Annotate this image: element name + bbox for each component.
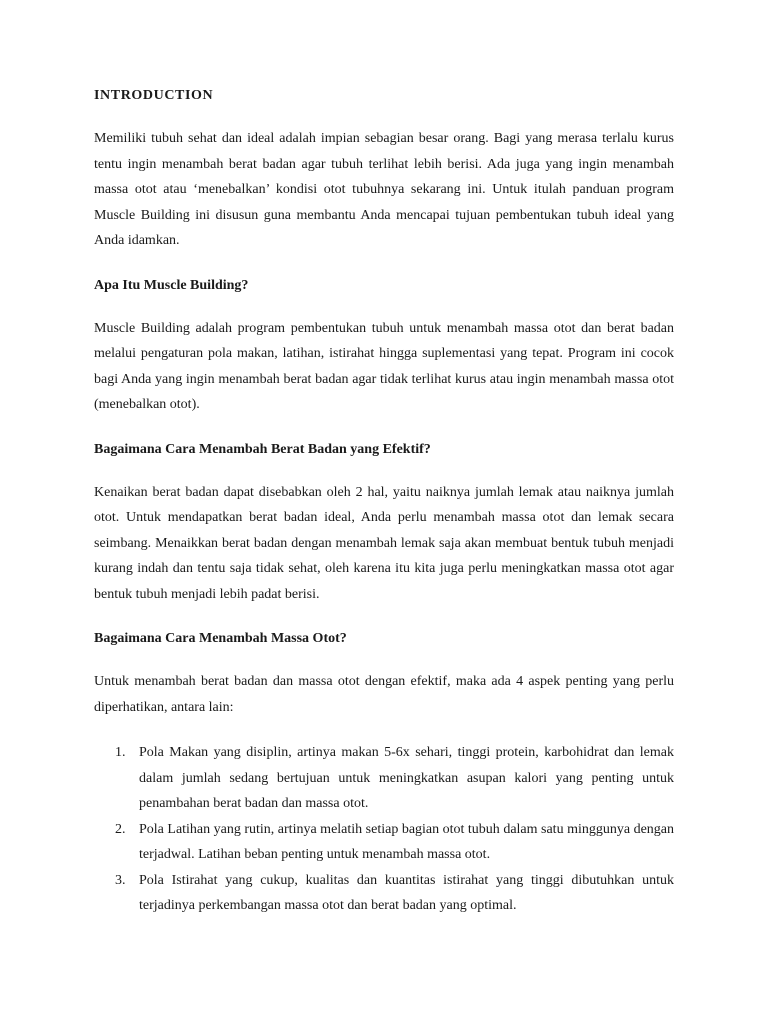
list-item-number: 1.: [115, 745, 126, 760]
section-heading-gain-weight: Bagaimana Cara Menambah Berat Badan yang Efektif?: [94, 441, 431, 457]
list-item: [94, 868, 674, 919]
list-item-text: Pola Makan yang disiplin, artinya makan 5-6x sehari, tinggi protein, karbohidrat dan lemak dalam jumlah sedang bertujuan untuk meningkatkan asupan kalori yang penting untuk penambahan berat badan dan massa otot.: [139, 745, 674, 811]
list-item: [94, 740, 674, 817]
section-heading-gain-muscle: Bagaimana Cara Menambah Massa Otot?: [94, 631, 347, 646]
section-paragraph-gain-weight: Kenaikan berat badan dapat disebabkan oleh 2 hal, yaitu naiknya jumlah lemak atau naiknya jumlah otot. Untuk mendapatkan berat badan ideal, Anda perlu menambah massa otot dan lemak secara seimbang. Menaikkan berat badan dengan menambah lemak saja akan membuat bentuk tubuh menjadi kurang indah dan tentu saja tidak sehat, oleh karena itu kita juga perlu meningkatkan massa otot agar bentuk tubuh menjadi lebih padat berisi.: [94, 484, 674, 602]
section-paragraph-what-is: Muscle Building adalah program pembentukan tubuh untuk menambah massa otot dan berat badan melalui pengaturan pola makan, latihan, istirahat hingga suplementasi yang tepat. Program ini cocok bagi Anda yang ingin menambah berat badan agar tidak terlihat kurus atau ingin menambah massa otot (menebalkan otot).: [94, 320, 674, 412]
list-item-text: Pola Istirahat yang cukup, kualitas dan kuantitas istirahat yang tinggi dibutuhkan untuk terjadinya perkembangan massa otot dan berat badan yang optimal.: [139, 872, 674, 913]
section-paragraph-gain-muscle: Untuk menambah berat badan dan massa otot dengan efektif, maka ada 4 aspek penting yang perlu diperhatikan, antara lain:: [94, 674, 674, 715]
list-item-text: Pola Latihan yang rutin, artinya melatih setiap bagian otot tubuh dalam satu minggunya dengan terjadwal. Latihan beban penting untuk menambah massa otot.: [139, 821, 674, 862]
section-heading-what-is: Apa Itu Muscle Building?: [94, 277, 249, 293]
list-item-number: 2.: [115, 821, 126, 837]
intro-paragraph: Memiliki tubuh sehat dan ideal adalah impian sebagian besar orang. Bagi yang merasa terlalu kurus tentu ingin menambah berat badan agar tubuh terlihat lebih berisi. Ada juga yang ingin menambah massa otot atau ‘menebalkan’ kondisi otot tubuhnya sekarang ini. Untuk itulah panduan program Muscle Building ini disusun guna membantu Anda mencapai tujuan pembentukan tubuh ideal yang Anda idamkan.: [94, 131, 674, 248]
document-page: [94, 86, 674, 919]
list-item-number: 3.: [115, 872, 126, 888]
list-item: [94, 817, 674, 868]
intro-heading: INTRODUCTION: [94, 88, 214, 103]
aspects-list: [94, 740, 674, 919]
